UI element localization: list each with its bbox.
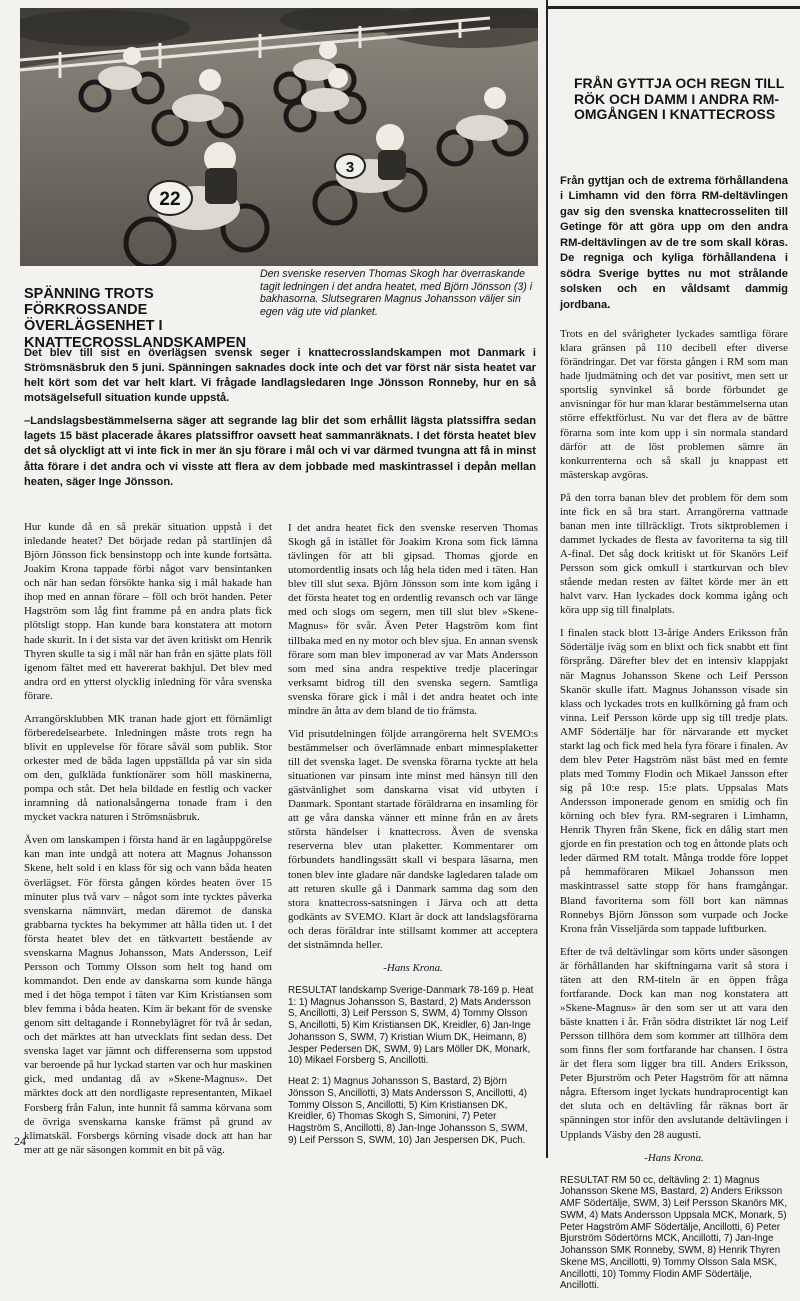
body-paragraph: Efter de två deltävlingar som körts under säsongen är förhållanden har skiftningarna varit så stora i täten att den RM-titeln är en öppen fråga fortfarande. Dock kan man nog konstatera att »Skene-Magnus» är den som ser ut att vara den bäste knatten i år. Från södra distriktet lär nog Leif Persson tillhöra dem som kommer att tillhöra dem som finns fler som fortfarande har chansen. I östra är det flera som ligger bra till. Anders Eriksson, Peter Bjurström och Peter Hagström för att nämna några. Eftersom inget lyckats hundraprocentigt kan det sluta och en deltävling får räknas bort är spänningen stor inför den avslutande deltävlingen i Upplands Väsby den 28 augusti.: [560, 945, 788, 1141]
lead-paragraph: Det blev till sist en överlägsen svensk seger i knattecrosslandskampen mot Danmark i Strömsnäsbruk den 5 juni. Spänningen saknades dock inte och det var först när sista heatet var helt kört som det var helt klart. Vi frågade landlagsledaren Inge Jönsson Ronneby, hur en så motsägelsefull situation kunde uppstå.: [24, 347, 536, 405]
results-heat-1: RESULTAT landskamp Sverige-Danmark 78-169 p. Heat 1: 1) Magnus Johansson S, Bastard, 2) Mats Andersson S, Ancillotti, 3) Leif Persson S, SWM, 4) Tommy Olsson S, Ancillotti, 5) Kim Kristiansen DK, Kreidler, 6) Jan-Inge Johansson S, SWM, 7) Kristian Wium DK, Heimann, 8) Jesper Pedersen DK, SWM, 9) Lars Möller DK, Monark, 10) Mikael Forsberg S, Ancillotti.: [288, 984, 534, 1067]
svg-text:22: 22: [159, 189, 181, 210]
body-paragraph: Hur kunde då en så prekär situation uppstå i det inledande heatet? Det började redan på startlinjen då Björn Jönsson fick bensinstopp och inte kunde fortsätta. Joakim Krona tappade förbi något varv bensintanken och när han sedan försökte hanka sig i mål hakade han ihop med en annan förare – föll och bröt handen. Peter Hagström som låg fint framme på en andra plats fick plötsligt stopp. Han kunde bara konstatera att motorn hade skurit. In i det sista var det även kritiskt om Henrik Thyren skulle ta sig i mål när han från en sjätte plats föll igenom fältet med ett havererat bakhjul. Det blev med andra ord en ytterst olycklig inledning för våra svenska förare.: [24, 521, 272, 702]
left-column-b: [288, 521, 538, 1156]
motocross-photo-icon: [20, 8, 538, 266]
number-plate-3: [335, 154, 365, 178]
number-plate-22: [148, 181, 192, 215]
motocross-photo: [20, 8, 538, 266]
author-signature: -Hans Krona.: [383, 961, 443, 974]
body-paragraph: Vid prisutdelningen följde arrangörerna helt SVEMO:s bestämmelser och överlämnade enbart minnesplaketter till det svenska laget. De svenska förarna tyckte att hela situationen var pinsam inte minst med hänsyn till den gästvänlighet som danskarna visat vid utbyten i Danmark. Spontant startade föräldrarna en insamling för att ge våra danska vänner ett minne från en av årets största händelser i knattecross. Även de svenska reserverna blev utan plaketter. Kommentarer om förbundets handlingssätt skall vi bespara läsarna, men tonen blev inte gladare när dandske lagledaren talade om att returen skulle gå i Danmark samma dag som den stora knattecross-satsningen i Järva och att detta godkänts av SVEMO. Klart är dock att landslagsförarna och deras föräldrar inte stillsamt kommer att acceptera det sistnämnda heller.: [288, 727, 538, 951]
body-paragraph: Trots en del svårigheter lyckades samtliga förare klara gränsen på 110 decibell efter diverse förändringar. Det var första gången i RM som man hade ljudmätning och det var positivt, men sett ur sportslig synvinkel så borde förbundet ge anvisningar för hur man klarar bestämmelserna utan större effektförlust. Nu var det flera av de bättre förarna som inte kom upp i sin normala standard därför att de löst problemen sämre än konkurrenterna och så skall ju knappast ett mästerskap avgöras.: [560, 328, 788, 481]
right-intro: Från gyttjan och de extrema förhållandena i Limhamn vid den förra RM-deltävlingen gav sig den svenska knattecrosseliten till Getinge för att göra upp om den andra RM-deltävlingen av de tre som skall köras. De regniga och kyliga förhållandena i södra Sverige byttes nu mot strålande solsken och en våldsamt dammig jordbana.: [560, 175, 788, 311]
right-column: [560, 174, 788, 1301]
body-paragraph: I det andra heatet fick den svenske reserven Thomas Skogh gå in istället för Joakim Krona som fick lämna tävlingen för att bli gipsad. Thomas gjorde en utomordentlig insats och låg hela tiden med i täten. Han blev till slut sexa. Björn Jönsson som inte kom igång i det första heatet tog en ordentlig revansch och var länge med och slogs om segern, men till slut blev »Skene-Magnus» för svår. Även Peter Hagström kom fint tillbaka med en ny motor och blev sjua. En annan svensk förare som man blev imponerad av var Mats Andersson som med sina andra respektive tredje placeringar verksamt bidrog till den svenska segern. Samtliga svenska förare gick i mål i det andra heatet och inte mindre än åtta av dem bland de tio främsta.: [288, 522, 538, 717]
left-column-a: [24, 520, 272, 1166]
body-paragraph: I finalen stack blott 13-årige Anders Eriksson från Södertälje iväg som en blixt och fick snabbt ett fint försprång. Därefter blev det en intensiv klappjakt när Magnus Johansson Skene och Leif Persson Skanör skulle ifatt. Magnus Johansson visade sin klass och lyckades trots en kullkörning gå fram och vinna. Leif Persson körde upp sig till tredje plats. AMF Södertälje har för närvarande ett mycket starkt lag och fick med hela fyra förare i finalen. Av dem blev Peter Hagström näst bäst med en femte plats med Tommy Flodin och Mikael Jansson efter sig på 10:e resp. 15:e plats. Uppsalas Mats Andersson imponerade genom en smidig och fin körning och blev fyra. RM-segraren i Limhamn, Henrik Thyren från Skene, fick en dålig start men gjorde en fin prestation och tog en åttonde plats och leder därmed RM totalt. Många trodde före loppet på hemmaföraren Mikael Johansson men maskintrassel satte stopp för hans framgångar. Bland favoriterna som föll bort kan nämnas Ronnebys Björn Jönsson som vurpade och Jocke Krona från Visseljärda som tappade luftburken.: [560, 627, 788, 935]
body-paragraph: Arrangörsklubben MK tranan hade gjort ett förnämligt förberedelsearbete. Inledningen måste trots regn ha blivit en upplevelse för förare såväl som publik. Stor orkester med de båda lagen uppställda på var sin sida om den, gulkläda funktionärer som höll maskinerna, pompa och ståt. Det hela bildade en festlig och vacker inramning då nationalsångerna tonade fram i den mycket vackra naturen i Strömsnäsbruk.: [24, 712, 272, 824]
svg-text:3: 3: [345, 159, 355, 176]
right-headline: FRÅN GYTTJA OCH REGN TILL RÖK OCH DAMM I ANDRA RM-OMGÅNGEN I KNATTECROSS: [574, 75, 784, 123]
body-paragraph: Även om lanskampen i första hand är en lagåuppgörelse kan man inte undgå att notera att Magnus Johansson Skene, helt sold i en klass för sig och vann båda heaten överlägset. För första gången kördes heaten över 15 minuter plus två varv – något som inte tycktes påverka svenskarna nämnvärt, medan däremot de danska grabbarna tycktes ha bekymmer att hålla tiden ut. I det första heatet blev det en tätkvartett bestående av svenskarna Magnus Johansson, Mats Andersson, Leif Persson och Tommy Olsson som helt tog hand om kommandot. Den ende av danskarna som kunde hänga med i det höga tempot i täten var Kim Kristiansen som blev femma i båda heaten. Kim är bekant för de svenske genom sitt deltagande i Ronnebylägret för två år sedan, och det märktes att han utvecklats fint sedan dess. Det svenska laget var jämnt och differenserna som uppstod var beroende på hur lyckad starten var och hur maskinen gick, med undantag då av »Skene-Magnus». Det märktes dock att den nordligaste representanten, Mikael Forsberg från Falun, inte hunnit få samma körvana som de övriga svenskarna kanske främst på grund av klimatskäl. Forsbergs körning visade dock att han har mer att ge när säsongen kommit en bit på väg.: [24, 834, 272, 1156]
left-lead: [24, 346, 536, 498]
author-signature: -Hans Krona.: [644, 1151, 704, 1164]
results-rm: RESULTAT RM 50 cc, deltävling 2: 1) Magnus Johansson Skene MS, Bastard, 2) Anders Eriksson AMF Södertälje, SWM, 3) Leif Persson Skanörs MK, SWM, 4) Mats Andersson Uppsala MCK, Monark, 5) Peter Hagström AMF Södertälje, Ancillotti, 6) Peter Bjurström Södertörns MCK, Ancillotti, 7) Jan-Inge Johansson SMK Ronneby, SWM, 8) Henrik Thyren Skene MS, Ancillotti, 9) Tommy Olsson Sala MSK, Ancillotti, 10) Tommy Flodin AMF Södertälje, Ancillotti.: [560, 1174, 788, 1292]
photo-caption: Den svenske reserven Thomas Skogh har överraskande tagit ledningen i det andra heatet, med Björn Jönsson (3) i bakhasorna. Slutsegraren Magnus Johansson väljer sin egen väg ute vid planket.: [260, 268, 533, 319]
results-heat-2: Heat 2: 1) Magnus Johansson S, Bastard, 2) Björn Jönsson S, Ancillotti, 3) Mats Andersson S, Ancillotti, 4) Tommy Olsson S, Ancillotti, 5) Kim Kristiansen DK, Kreidler, 6) Thomas Skogh S, Simonini, 7) Peter Hagström S, Ancillotti, 8) Jan-Inge Johansson S, SWM, 9) Leif Persson S, SWM, 10) Jan Jespersen DK, Puch.: [288, 1076, 528, 1146]
lead-paragraph: –Landslagsbestämmelserna säger att segrande lag blir det som erhållit lägsta platssiffra sedan lagets 15 bäst placerade åkares platssiffror oavsett heat sammanräknats. I det första heatet blev det så olyckligt att vi inte fick in mer än sju förare i mål och vi var därmed tvungna att få in minst åtta förare i det andra och vi visste att flera av dem jobbade med maskintrassel i depån mellan heaten, säger Inge Jönsson.: [24, 415, 536, 488]
left-headline: SPÄNNING TROTS FÖRKROSSANDE ÖVERLÄGSENHET I KNATTECROSSLANDSKAMPEN: [24, 286, 247, 351]
page-number: 24: [14, 1134, 26, 1148]
column-divider: [546, 0, 548, 1158]
top-rule: [546, 6, 800, 9]
body-paragraph: På den torra banan blev det problem för dem som inte fick en så bra start. Arrangörerna vattnade banan men inte tillräckligt. Trots siktproblemen i dammet lyckades de flesta av favoriterna ta sig till A-final. Det såg dock kritiskt ut för Skanörs Leif Persson som gick omkull i startkurvan och blev stående medan resten av fältet körde mer än ett halvt varv. Han lyckades dock komma igång och köra upp sig till finalplats.: [560, 491, 788, 617]
